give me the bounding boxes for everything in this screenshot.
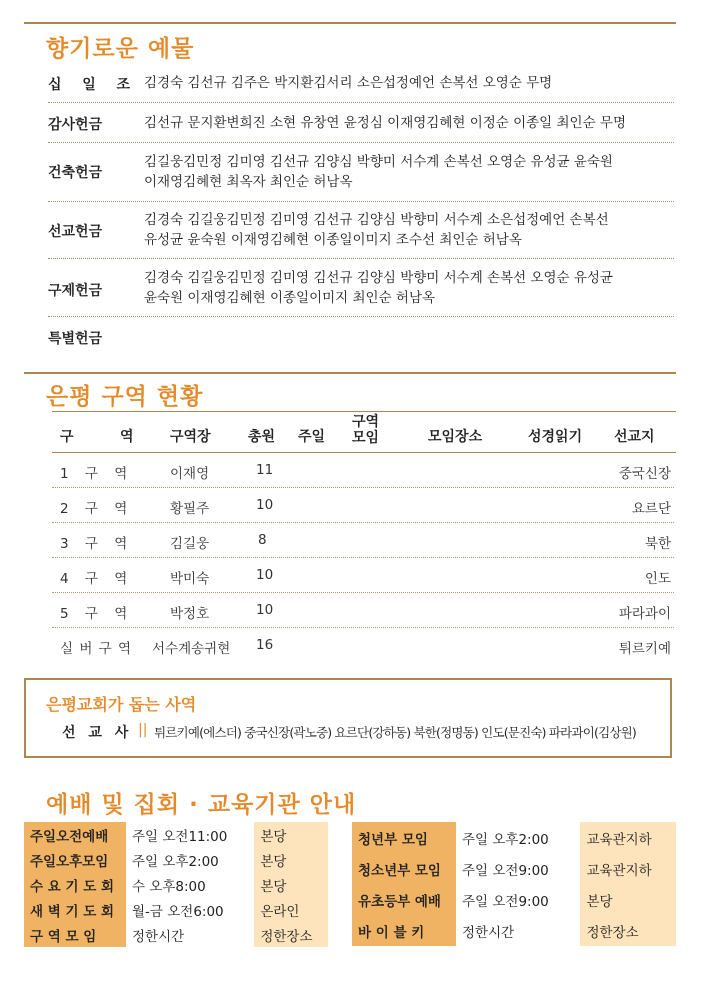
- worship-name: 주일오후모임: [24, 847, 126, 872]
- offering-names-tithe: 김경숙 김선규 김주은 박지환김서리 소은섭정예언 손복선 오영순 무명: [144, 75, 553, 91]
- offering-label-building: 건축헌금: [48, 165, 103, 181]
- district-mission: 인도: [644, 571, 671, 587]
- worship-time: 주일 오후2:00: [126, 847, 254, 872]
- worship-place: 교육관지하: [580, 853, 676, 884]
- row-divider: [52, 627, 674, 628]
- district-leader: 김길웅: [170, 536, 210, 552]
- table-row: [352, 884, 676, 915]
- district-leader: 박미숙: [170, 571, 210, 587]
- th-leader: 구역장: [170, 429, 211, 445]
- worship-time: 주일 오전11:00: [126, 822, 254, 847]
- worship-place: 정한장소: [580, 915, 676, 946]
- district-name: 3 구 역: [60, 536, 128, 552]
- worship-name: 유초등부 예배: [352, 884, 456, 915]
- worship-name: 바 이 블 키: [352, 915, 456, 946]
- worship-name: 주일오전예배: [24, 822, 126, 847]
- offerings-title: 향기로운 예물: [46, 36, 195, 62]
- district-name: 1 구 역: [60, 466, 128, 482]
- worship-table-left: [24, 822, 328, 947]
- district-name: 4 구 역: [60, 571, 128, 587]
- table-row: [24, 822, 328, 847]
- district-mission: 튀르키예: [618, 641, 671, 657]
- row-divider: [52, 487, 674, 488]
- th-district-b: 역: [120, 429, 134, 445]
- worship-place: 교육관지하: [580, 822, 676, 853]
- offering-divider: [48, 142, 674, 143]
- offering-label-thanks: 감사헌금: [48, 117, 103, 133]
- offering-label-special: 특별헌금: [48, 331, 103, 347]
- th-mission: 선교지: [614, 429, 655, 445]
- worship-name: 수 요 기 도 회: [24, 872, 126, 897]
- offering-label-tithe: 십 일 조: [48, 77, 130, 93]
- worship-time: 수 오후8:00: [126, 872, 254, 897]
- worship-title: 예배 및 집회 · 교육기관 안내: [46, 792, 357, 818]
- row-divider: [52, 592, 674, 593]
- district-leader: 서수계송귀현: [152, 641, 231, 657]
- district-name: 2 구 역: [60, 501, 128, 517]
- district-members: 8: [258, 532, 267, 548]
- district-mission: 중국신장: [618, 466, 671, 482]
- worship-name: 청소년부 모임: [352, 853, 456, 884]
- districts-header-bottom: [52, 452, 676, 453]
- offering-divider: [48, 316, 674, 317]
- table-row: [24, 922, 328, 947]
- mission-title: 은평교회가 돕는 사역: [46, 695, 197, 714]
- district-members: 11: [256, 462, 274, 478]
- worship-table-right: [352, 822, 676, 946]
- table-row: [24, 897, 328, 922]
- offering-divider: [48, 102, 674, 103]
- table-row: [352, 915, 676, 946]
- offering-label-mission: 선교헌금: [48, 224, 103, 240]
- district-name: 5 구 역: [60, 606, 128, 622]
- offering-divider: [48, 201, 674, 202]
- offering-names-mission: 김경숙 김길웅김민정 김미영 김선규 김양심 박향미 서수계 소은섭정예언 손복선 유성균 윤숙원 이재영김혜현 이종일이미지 조수선 최인순 허남옥: [144, 212, 609, 248]
- table-row: [352, 853, 676, 884]
- offering-names-relief: 김경숙 김길웅김민정 김미영 김선규 김양심 박향미 서수계 손복선 오영순 유성균 윤숙원 이재영김혜현 이종일이미지 최인순 허남옥: [144, 270, 613, 306]
- district-mission: 요르단: [631, 501, 671, 517]
- worship-time: 주일 오전9:00: [456, 884, 580, 915]
- district-members: 10: [256, 602, 274, 618]
- worship-name: 청년부 모임: [352, 822, 456, 853]
- mission-text: 튀르키예(에스더) 중국신장(곽노중) 요르단(강하동) 북한(정명동) 인도(문진숙) 파라과이(김상원): [154, 725, 636, 740]
- district-leader: 이재영: [170, 466, 210, 482]
- worship-time: 정한시간: [126, 922, 254, 947]
- districts-title: 은평 구역 현황: [46, 384, 204, 410]
- district-members: 16: [256, 637, 274, 653]
- district-name: 실 버 구 역: [60, 641, 132, 657]
- worship-place: 본당: [254, 847, 328, 872]
- worship-place: 본당: [254, 822, 328, 847]
- worship-name: 새 벽 기 도 회: [24, 897, 126, 922]
- offering-label-relief: 구제헌금: [48, 283, 103, 299]
- th-bible: 성경읽기: [528, 429, 583, 445]
- district-leader: 황필주: [170, 501, 210, 517]
- mission-separator: ||: [138, 722, 148, 738]
- offering-names-building: 김길웅김민정 김미영 김선규 김양심 박향미 서수계 손복선 오영순 유성균 윤숙원 이재영김혜현 최옥자 최인순 허남옥: [144, 154, 613, 190]
- worship-place: 본당: [254, 872, 328, 897]
- table-row: [352, 822, 676, 853]
- worship-time: 월-금 오전6:00: [126, 897, 254, 922]
- worship-time: 주일 오전9:00: [456, 853, 580, 884]
- th-district-a: 구: [60, 429, 74, 445]
- worship-place: 정한장소: [254, 922, 328, 947]
- row-divider: [52, 522, 674, 523]
- district-leader: 박정호: [170, 606, 210, 622]
- row-divider: [52, 557, 674, 558]
- district-mission: 파라과이: [618, 606, 671, 622]
- mission-label: 선 교 사: [62, 725, 133, 741]
- district-members: 10: [256, 567, 274, 583]
- table-row: [24, 847, 328, 872]
- th-meeting: 구역 모임: [352, 414, 380, 446]
- districts-divider-top: [24, 372, 676, 374]
- mission-box: [24, 678, 672, 758]
- district-mission: 북한: [644, 536, 671, 552]
- worship-time: 주일 오후2:00: [456, 822, 580, 853]
- th-week: 주일: [298, 429, 326, 445]
- districts-header-line: [52, 411, 676, 412]
- th-place: 모임장소: [428, 429, 483, 445]
- th-members: 총원: [248, 429, 276, 445]
- worship-name: 구 역 모 임: [24, 922, 126, 947]
- offering-names-thanks: 김선규 문지환변희진 소현 유창연 윤정심 이재영김혜현 이정순 이종일 최인순 무명: [144, 115, 627, 131]
- district-members: 10: [256, 497, 274, 513]
- top-divider: [24, 22, 676, 24]
- offering-divider: [48, 258, 674, 259]
- worship-time: 정한시간: [456, 915, 580, 946]
- worship-place: 온라인: [254, 897, 328, 922]
- table-row: [24, 872, 328, 897]
- worship-place: 본당: [580, 884, 676, 915]
